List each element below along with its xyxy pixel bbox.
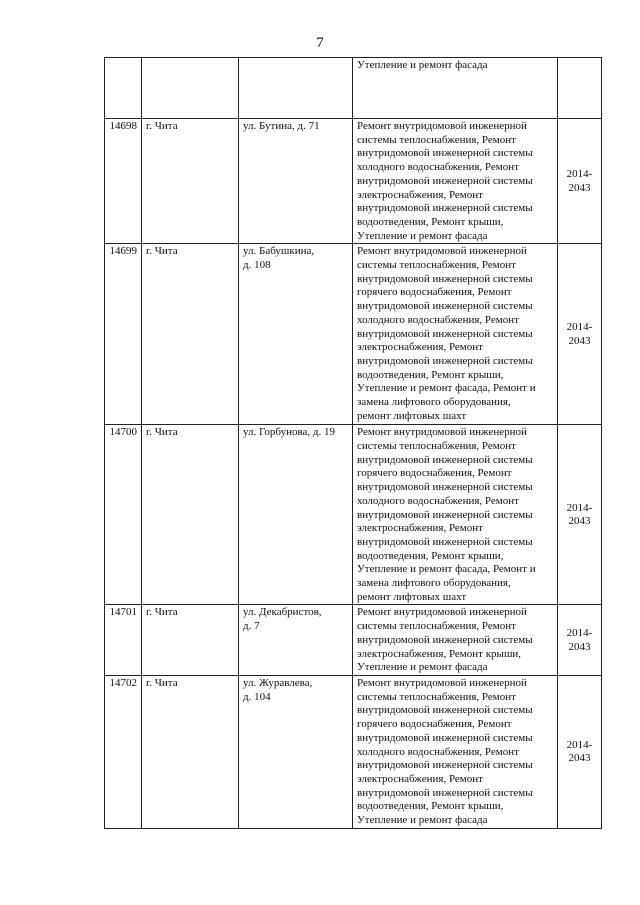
address-cell: ул. Журавлева, д. 104: [239, 675, 353, 828]
works-cell: Ремонт внутридомовой инженерной системы теплоснабжения, Ремонт внутридомовой инженерной системы горячего водоснабжения, Ремонт внутридомовой инженерной системы холодного водоснабжения, Ремонт внутридомовой инженерной системы электроснабжения, Ремонт внутридомовой инженерной системы водоотведения, Ремонт крыши, Утепление и ремонт фасада: [353, 675, 558, 828]
table-row: [105, 244, 602, 425]
period-cell: 2014- 2043: [558, 425, 602, 605]
period-cell: 2014- 2043: [558, 675, 602, 828]
row-number: 14698: [105, 119, 142, 244]
works-cell: Ремонт внутридомовой инженерной системы теплоснабжения, Ремонт внутридомовой инженерной системы горячего водоснабжения, Ремонт внутридомовой инженерной системы холодного водоснабжения, Ремонт внутридомовой инженерной системы электроснабжения, Ремонт внутридомовой инженерной системы водоотведения, Ремонт крыши, Утепление и ремонт фасада, Ремонт и замена лифтового оборудования, ремонт лифтовых шахт: [353, 425, 558, 605]
address-cell: ул. Горбунова, д. 19: [239, 425, 353, 605]
table-row: [105, 58, 602, 119]
period-cell: 2014- 2043: [558, 244, 602, 425]
city-cell: г. Чита: [142, 605, 239, 676]
works-cell: Ремонт внутридомовой инженерной системы теплоснабжения, Ремонт внутридомовой инженерной системы горячего водоснабжения, Ремонт внутридомовой инженерной системы холодного водоснабжения, Ремонт внутридомовой инженерной системы электроснабжения, Ремонт внутридомовой инженерной системы водоотведения, Ремонт крыши, Утепление и ремонт фасада, Ремонт и замена лифтового оборудования, ремонт лифтовых шахт: [353, 244, 558, 425]
city-cell: г. Чита: [142, 675, 239, 828]
address-cell: ул. Бабушкина, д. 108: [239, 244, 353, 425]
period-cell: 2014- 2043: [558, 605, 602, 676]
address-cell: [239, 58, 353, 119]
table-row: [105, 425, 602, 605]
city-cell: г. Чита: [142, 119, 239, 244]
row-number: [105, 58, 142, 119]
row-number: 14701: [105, 605, 142, 676]
table-row: [105, 119, 602, 244]
works-cell: Утепление и ремонт фасада: [353, 58, 558, 119]
row-number: 14699: [105, 244, 142, 425]
address-cell: ул. Бутина, д. 71: [239, 119, 353, 244]
page-number: 7: [316, 35, 324, 51]
address-cell: ул. Декабристов, д. 7: [239, 605, 353, 676]
city-cell: г. Чита: [142, 244, 239, 425]
city-cell: [142, 58, 239, 119]
works-cell: Ремонт внутридомовой инженерной системы теплоснабжения, Ремонт внутридомовой инженерной системы холодного водоснабжения, Ремонт внутридомовой инженерной системы электроснабжения, Ремонт внутридомовой инженерной системы водоотведения, Ремонт крыши, Утепление и ремонт фасада: [353, 119, 558, 244]
works-cell: Ремонт внутридомовой инженерной системы теплоснабжения, Ремонт внутридомовой инженерной системы электроснабжения, Ремонт крыши, Утепление и ремонт фасада: [353, 605, 558, 676]
period-cell: [558, 58, 602, 119]
city-cell: г. Чита: [142, 425, 239, 605]
table-row: [105, 675, 602, 828]
row-number: 14700: [105, 425, 142, 605]
period-cell: 2014- 2043: [558, 119, 602, 244]
table-row: [105, 605, 602, 676]
building-repair-table: [104, 57, 602, 829]
row-number: 14702: [105, 675, 142, 828]
